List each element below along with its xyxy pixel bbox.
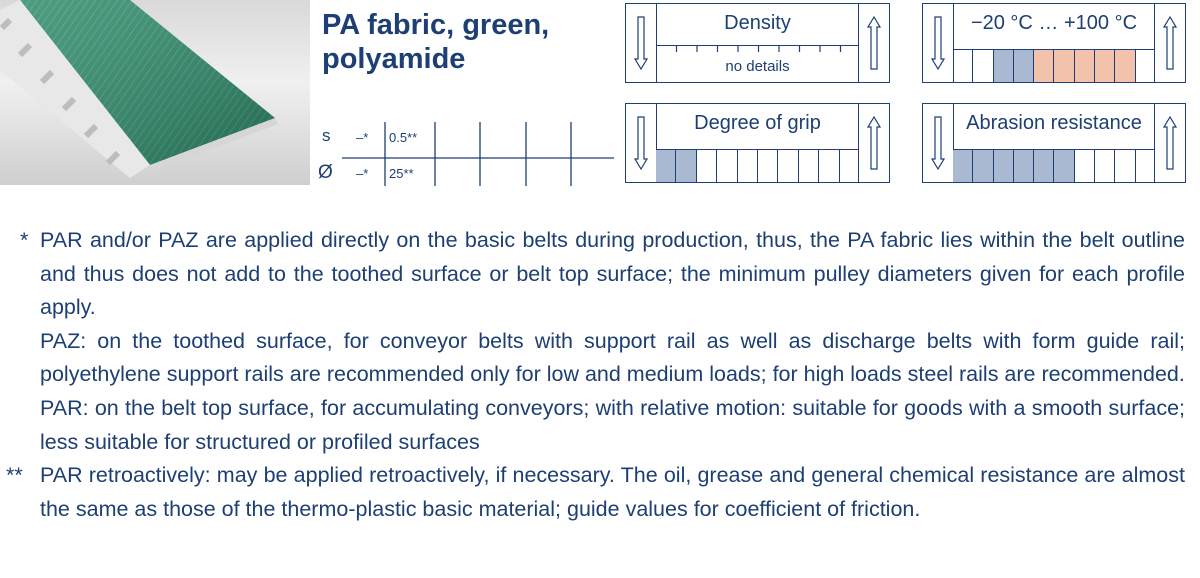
abrasion-scale-cell [1115,150,1135,182]
density-tick-scale [656,45,859,86]
arrow-down-icon [626,104,657,182]
abrasion-scale-cell [1095,150,1115,182]
footnote-1 [0,224,1200,459]
temperature-scale-cell [953,50,973,82]
abrasion-scale [953,149,1155,182]
temperature-scale-cell [1034,50,1054,82]
arrow-up-icon [1154,4,1185,82]
abrasion-scale-cell [973,150,993,182]
abrasion-scale-cell [1054,150,1074,182]
diameter-max: 25** [389,166,414,181]
footnote-2 [0,459,1200,526]
title-line-2: polyamide [322,43,466,75]
grip-scale-cell [819,150,839,182]
temperature-scale-cell [994,50,1014,82]
footnote-2-mark: ** [6,463,23,488]
arrow-down-icon [923,104,954,182]
arrow-up-icon [1154,104,1185,182]
product-title [322,8,549,76]
footnote-1-text: PAR and/or PAZ are applied directly on the basic belts during production, thus, the PA fabric lies within the belt outline and thus does not add to the toothed surface or belt top surface; the minimum pulley diameters given for each profile apply. [40,228,1185,320]
density-title: Density [724,12,791,34]
thickness-min: –* [356,130,369,145]
title-line-1: PA fabric, green, [322,9,550,41]
thickness-label: s [322,126,331,145]
green-fabric-belt-image [0,0,310,185]
footnote-1-par: PAR: on the belt top surface, for accumulating conveyors; with relative motion: suitable for goods with a smooth surface; less suitable for structured or profiled surfaces [40,395,1185,454]
abrasion-scale-cell [994,150,1014,182]
temperature-panel [922,3,1186,83]
grip-title: Degree of grip [694,112,821,134]
footnote-2-text: PAR retroactively: may be applied retroactively, if necessary. The oil, grease and general chemical resistance are almost the same as those of the thermo-plastic basic material; guide values for coefficient of friction. [40,463,1185,521]
grip-scale-cell [656,150,676,182]
abrasion-title: Abrasion resistance [966,112,1142,134]
temperature-scale-cell [1115,50,1135,82]
grip-scale-cell [738,150,758,182]
grip-scale-cell [799,150,819,182]
abrasion-scale-cell [1014,150,1034,182]
grip-scale-cell [840,150,859,182]
footnote-1-paz: PAZ: on the toothed surface, for conveyor belts with support rail as well as discharge belts with form guide rail; polyethylene support rails are recommended only for low and medium loads; for high loads steel rails are recommended. [40,328,1185,387]
density-panel [625,3,890,83]
grip-scale-cell [717,150,737,182]
abrasion-scale-cell [1136,150,1155,182]
grip-scale-cell [778,150,798,182]
grip-scale-cell [758,150,778,182]
abrasion-scale-cell [953,150,973,182]
temperature-scale-cell [1075,50,1095,82]
dimension-table [312,118,622,190]
footnote-1-mark: * [20,228,29,252]
temperature-scale-cell [1054,50,1074,82]
temperature-scale-cell [1014,50,1034,82]
footnotes [0,224,1200,526]
temperature-scale-cell [1095,50,1115,82]
diameter-min: –* [356,166,369,181]
grip-scale-cell [697,150,717,182]
abrasion-scale-cell [1034,150,1054,182]
temperature-scale [953,49,1155,82]
arrow-down-icon [923,4,954,82]
grip-scale-cell [676,150,696,182]
arrow-down-icon [626,4,657,82]
temperature-scale-cell [1136,50,1155,82]
abrasion-scale-cell [1075,150,1095,182]
temperature-scale-cell [973,50,993,82]
abrasion-panel [922,103,1186,183]
arrow-up-icon [858,104,889,182]
diameter-label: Ø [318,162,333,183]
product-photo [0,0,310,185]
density-detail: no details [725,58,790,75]
grip-scale [656,149,859,182]
temperature-title: −20 °C … +100 °C [970,12,1138,34]
thickness-max: 0.5** [389,130,418,145]
arrow-up-icon [858,4,889,82]
grip-panel [625,103,890,183]
